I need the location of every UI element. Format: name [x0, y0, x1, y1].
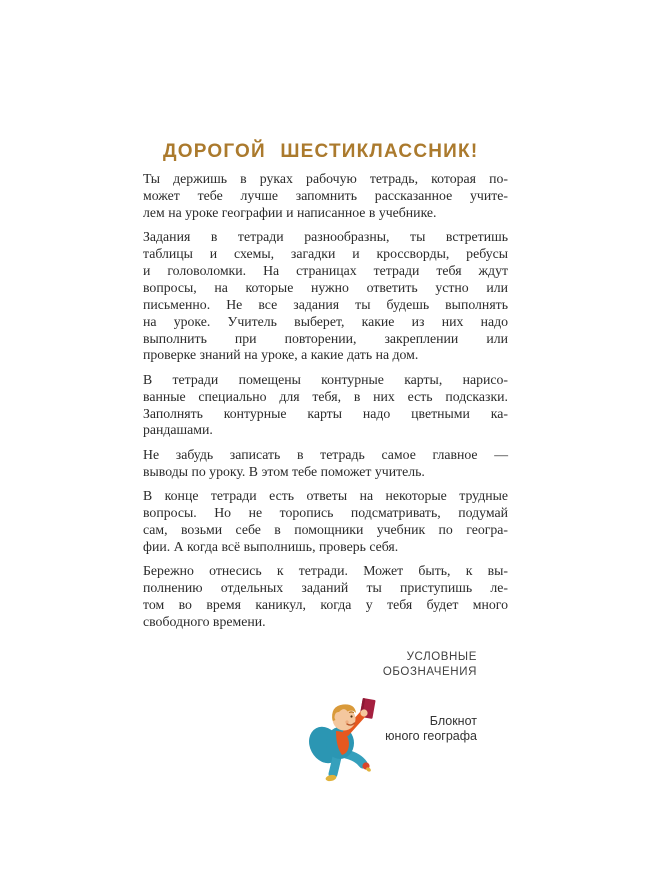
text-line: Бережно отнесись к тетради. Может быть, к вы-: [143, 562, 508, 578]
paragraph: [143, 563, 508, 631]
text-line: В тетради помещены контурные карты, нарисо-: [143, 371, 508, 387]
text-line: В конце тетради есть ответы на некоторые трудные: [143, 487, 508, 503]
text-line: Заполнять контурные карты надо цветными ка-: [143, 405, 508, 421]
text-line: выводы по уроку. В этом тебе поможет учитель.: [143, 463, 425, 479]
paragraph: [143, 171, 508, 222]
text-line: рандашами.: [143, 422, 213, 438]
paragraph: [143, 447, 508, 481]
text-line: вопросы. Но не торопись подсматривать, подумай: [143, 504, 508, 520]
legend-title-line-1: УСЛОВНЫЕ: [406, 651, 477, 663]
text-line: выполнить при повторении, закреплении или: [143, 330, 508, 346]
text-line: сам, возьми себе в помощники учебник по геогра-: [143, 521, 508, 537]
text-line: и головоломки. На страницах тетради тебя ждут: [143, 262, 508, 278]
text-line: том во время каникул, когда у тебя будет много: [143, 596, 508, 612]
text-line: проверке знаний на уроке, а какие дать на дом.: [143, 347, 419, 363]
text-line: на уроке. Учитель выберет, какие из них надо: [143, 313, 508, 329]
page-title: ДОРОГОЙ ШЕСТИКЛАССНИК!: [163, 141, 479, 162]
legend-item-label: [385, 714, 477, 743]
text-line: вопросы, на которые нужно ответить устно или: [143, 279, 508, 295]
text-line: может тебе лучше запомнить рассказанное учите-: [143, 187, 508, 203]
text-line: Задания в тетради разнообразны, ты встретишь: [143, 229, 508, 245]
legend-item-label-line-2: юного географа: [385, 728, 477, 743]
young-geographer-running-with-notebook-icon: [306, 697, 380, 783]
text-line: Не забудь записать в тетрадь самое главное —: [143, 446, 508, 462]
text-line: письменно. Не все задания ты будешь выполнять: [143, 296, 508, 312]
intro-text: [143, 171, 508, 631]
paragraph: [143, 229, 508, 364]
paragraph: [143, 488, 508, 556]
text-line: лем на уроке географии и написанное в учебнике.: [143, 204, 437, 220]
text-line: ванные специально для тебя, в них есть подсказки.: [143, 388, 508, 404]
legend-title: [383, 650, 477, 680]
text-line: свободного времени.: [143, 613, 266, 629]
text-line: таблицы и схемы, загадки и кроссворды, ребусы: [143, 246, 508, 262]
legend-item-label-line-1: Блокнот: [429, 714, 477, 728]
legend-title-line-2: ОБОЗНАЧЕНИЯ: [382, 666, 477, 678]
text-line: полнению отдельных заданий ты приступишь ле-: [143, 579, 508, 595]
paragraph: [143, 372, 508, 440]
text-line: Ты держишь в руках рабочую тетрадь, которая по-: [143, 171, 508, 186]
text-line: фии. А когда всё выполнишь, проверь себя.: [143, 538, 399, 554]
